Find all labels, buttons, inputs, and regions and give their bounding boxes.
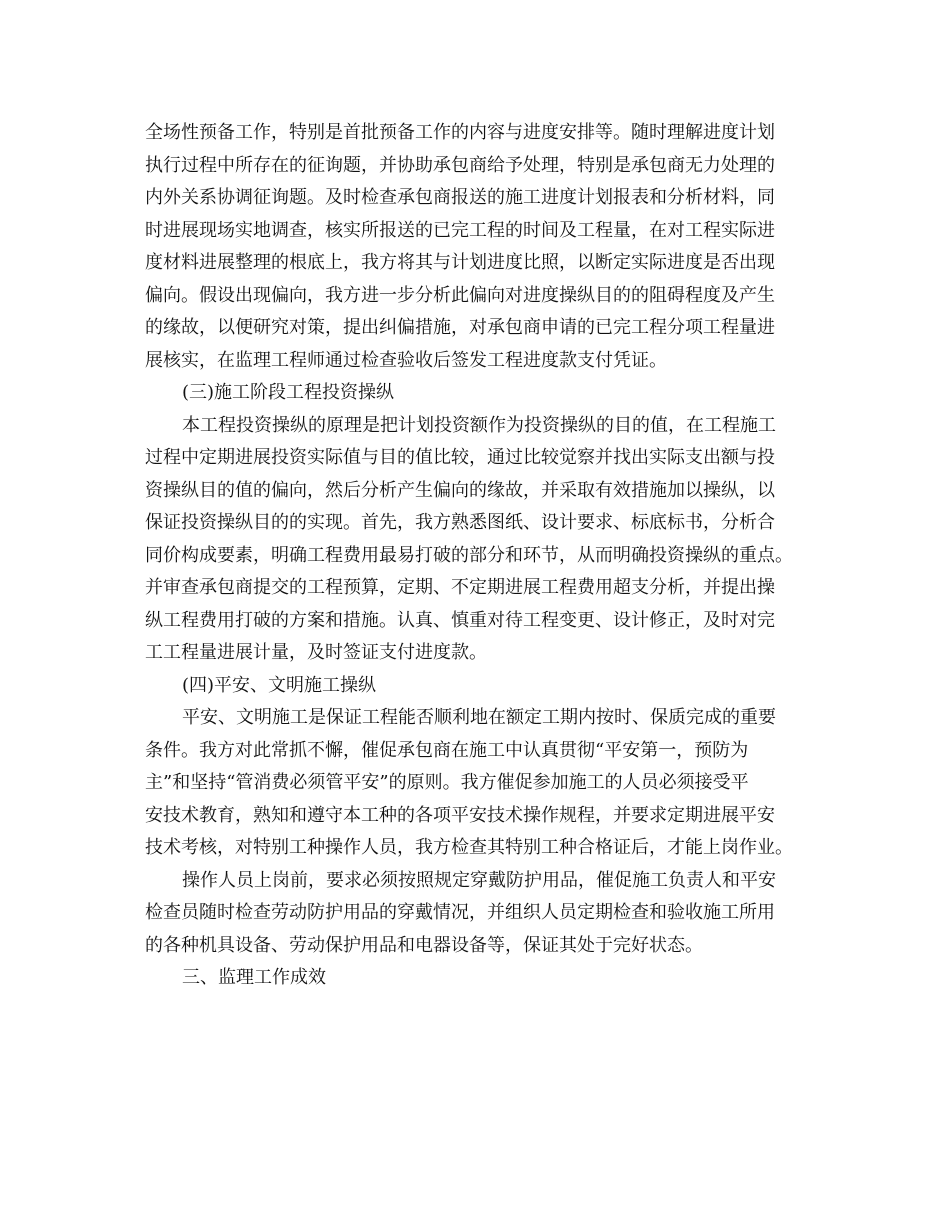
text-line: 内外关系协调征询题。及时检查承包商报送的施工进度计划报表和分析材料，同 xyxy=(145,187,775,208)
text-line: 平安、文明施工是保证工程能否顺利地在额定工期内按时、保质完成的重要 xyxy=(182,707,776,728)
text-line: 度材料进展整理的根底上，我方将其与计划进度比照，以断定实际进度是否出现 xyxy=(145,252,775,273)
text-line: 主”和坚持“管消费必须管平安”的原则。我方催促参加施工的人员必须接受平 xyxy=(145,772,749,793)
section-heading: (三)施工阶段工程投资操纵 xyxy=(182,382,395,403)
text-line: 条件。我方对此常抓不懈，催促承包商在施工中认真贯彻“平安第一，预防为 xyxy=(145,739,749,761)
text-line: 并审查承包商提交的工程预算，定期、不定期进展工程费用超支分析，并提出操 xyxy=(145,577,775,598)
document-body xyxy=(145,117,807,995)
text-line: 资操纵目的值的偏向，然后分析产生偏向的缘故，并采取有效措施加以操纵，以 xyxy=(145,479,775,501)
text-line: 展核实，在监理工程师通过检查验收后签发工程进度款支付凭证。 xyxy=(145,349,667,371)
text-line: 同价构成要素，明确工程费用最易打破的部分和环节，从而明确投资操纵的重点。 xyxy=(145,544,793,566)
text-line: 安技术教育，熟知和遵守本工种的各项平安技术操作规程，并要求定期进展平安 xyxy=(145,804,775,826)
text-line: 工工程量进展计量，及时签证支付进度款。 xyxy=(145,642,487,663)
text-line: 的缘故，以便研究对策，提出纠偏措施，对承包商申请的已完工程分项工程量进 xyxy=(145,317,775,338)
section-heading: 三、监理工作成效 xyxy=(182,967,326,988)
text-line: 检查员随时检查劳动防护用品的穿戴情况，并组织人员定期检查和验收施工所用 xyxy=(145,902,775,923)
section-heading: (四)平安、文明施工操纵 xyxy=(182,674,377,696)
text-line: 操作人员上岗前，要求必须按照规定穿戴防护用品，催促施工负责人和平安 xyxy=(182,869,776,891)
text-line: 偏向。假设出现偏向，我方进一步分析此偏向对进度操纵目的的阻碍程度及产生 xyxy=(145,284,775,306)
text-line: 全场性预备工作，特别是首批预备工作的内容与进度安排等。随时理解进度计划 xyxy=(145,122,775,143)
text-line: 的各种机具设备、劳动保护用品和电器设备等，保证其处于完好状态。 xyxy=(145,934,703,956)
text-line: 本工程投资操纵的原理是把计划投资额作为投资操纵的目的值，在工程施工 xyxy=(182,414,776,436)
text-line: 时进展现场实地调查，核实所报送的已完工程的时间及工程量，在对工程实际进 xyxy=(145,219,775,241)
text-line: 过程中定期进展投资实际值与目的值比较，通过比较觉察并找出实际支出额与投 xyxy=(145,447,775,468)
text-line: 执行过程中所存在的征询题，并协助承包商给予处理，特别是承包商无力处理的 xyxy=(145,154,775,176)
text-line: 纵工程费用打破的方案和措施。认真、慎重对待工程变更、设计修正，及时对完 xyxy=(145,609,775,631)
text-line: 保证投资操纵目的的实现。首先，我方熟悉图纸、设计要求、标底标书，分析合 xyxy=(145,512,775,533)
text-line: 技术考核，对特别工种操作人员，我方检查其特别工种合格证后，才能上岗作业。 xyxy=(145,837,793,858)
